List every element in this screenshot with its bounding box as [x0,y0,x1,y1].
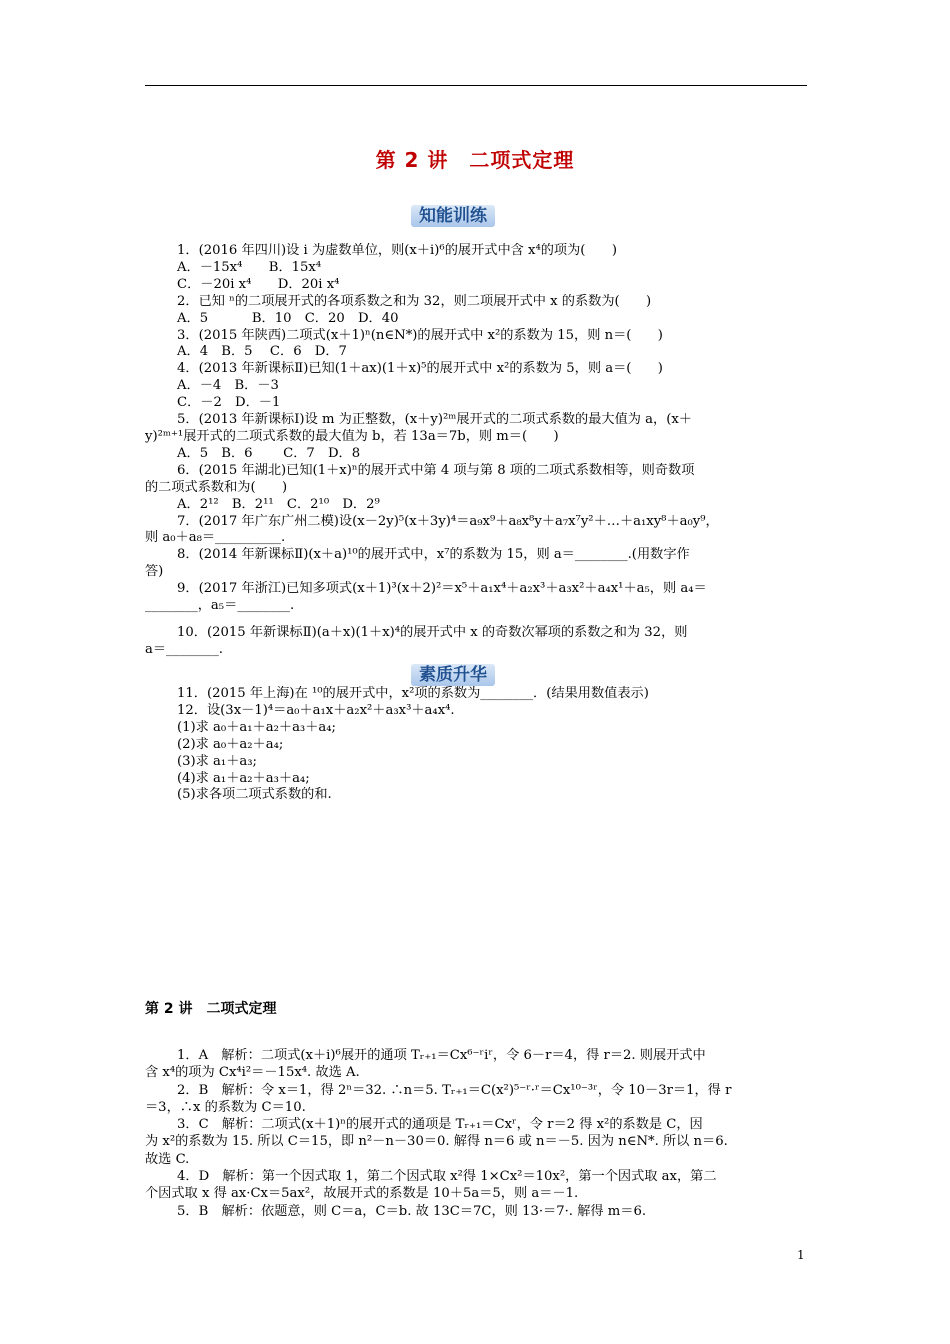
answer-line: ＝3，∴x 的系数为 C＝10. [145,1099,306,1115]
page-title: 第 2 讲 二项式定理 [375,148,575,172]
question-line: A．2¹² B．2¹¹ C．2¹⁰ D．2⁹ [177,496,380,512]
question-line: 3．(2015 年陕西)二项式(x＋1)ⁿ(n∈N*)的展开式中 x²的系数为 15，则 n＝( ) [177,327,663,343]
question-line: 则 a₀＋a₈＝__________. [145,530,286,546]
answer-line: 含 x⁴的项为 Cx⁴i²＝－15x⁴. 故选 A. [145,1065,360,1081]
question-line: C．－20i x⁴ D．20i x⁴ [177,276,340,292]
question-line: 1．(2016 年四川)设 i 为虚数单位，则(x＋i)⁶的展开式中含 x⁴的项为( ) [177,243,617,258]
question-line: 2．已知 ⁿ的二项展开式的各项系数之和为 32，则二项展开式中 x 的系数为( ) [177,293,652,309]
question-line: 11．(2015 年上海)在 ¹⁰的展开式中，x²项的系数为________．(结果用数值表示) [177,686,649,701]
question-line: A．4 B．5 C．6 D．7 [177,344,347,360]
question-line: (4)求 a₁＋a₂＋a₃＋a₄; [177,770,310,786]
answer-line: 个因式取 x 得 ax·Cx＝5ax²，故展开式的系数是 10＋5a＝5，则 a＝－1. [145,1186,579,1202]
answer-line: 故选 C. [145,1151,190,1167]
question-line: 答) [145,564,164,580]
question-line: 10．(2015 年新课标Ⅱ)(a＋x)(1＋x)⁴的展开式中 x 的奇数次幂项的系数之和为 32，则 [177,624,688,640]
section-training [145,243,807,659]
question-line: ________，a₅＝________. [145,598,295,614]
question-line: 7．(2017 年广东广州二模)设(x－2y)⁵(x＋3y)⁴＝a₉x⁹＋a₈x⁸y＋a₇x⁷y²＋…＋a₁xy⁸＋a₀y⁹， [177,513,719,529]
answer-line: 1．A 解析：二项式(x＋i)⁶展开的通项 Tᵣ₊₁＝Cx⁶⁻ʳiʳ，令 6－r＝4，得 r＝2. 则展开式中 [177,1048,706,1063]
question-line: 6．(2015 年湖北)已知(1＋x)ⁿ的展开式中第 4 项与第 8 项的二项式系数相等，则奇数项 [177,462,695,478]
section-banner-improvement: 素质升华 [411,664,495,686]
answer-line: 5．B 解析：依题意，则 C＝a，C＝b. 故 13C＝7C，则 13·＝7·. 解得 m＝6. [177,1203,647,1219]
spacer [145,615,807,625]
question-line: A．－15x⁴ B．15x⁴ [177,259,322,275]
section-improvement [145,686,807,804]
answer-line: 4．D 解析：第一个因式取 1，第二个因式取 x²得 1×Cx²＝10x²，第一个因式取 ax，第二 [177,1169,717,1185]
question-line: C．－2 D．－1 [177,395,281,411]
question-line: (2)求 a₀＋a₂＋a₄; [177,736,284,752]
question-line: 8．(2014 年新课标Ⅱ)(x＋a)¹⁰的展开式中，x⁷的系数为 15，则 a＝________.(用数字作 [177,547,690,563]
question-line: 4．(2013 年新课标Ⅱ)已知(1＋ax)(1＋x)⁵的展开式中 x²的系数为 5，则 a＝( ) [177,361,663,377]
question-line: (3)求 a₁＋a₃; [177,753,257,769]
question-line: (5)求各项二项式系数的和. [177,787,332,803]
page-number: 1 [797,1248,805,1262]
answers-section [145,1047,807,1220]
question-line: a＝________. [145,641,223,657]
question-line: y)²ᵐ⁺¹展开式的二项式系数的最大值为 b，若 13a＝7b，则 m＝( ) [145,428,559,444]
question-line: 12．设(3x－1)⁴＝a₀＋a₁x＋a₂x²＋a₃x³＋a₄x⁴. [177,702,455,718]
question-line: 5．(2013 年新课标Ⅰ)设 m 为正整数，(x＋y)²ᵐ展开式的二项式系数的最大值为 a，(x＋ [177,412,692,428]
header-rule [145,85,807,86]
question-line: A．－4 B．－3 [177,378,279,394]
section-banner-training: 知能训练 [411,205,495,227]
question-line: 9．(2017 年浙江)已知多项式(x＋1)³(x＋2)²＝x⁵＋a₁x⁴＋a₂x³＋a₃x²＋a₄x¹＋a₅，则 a₄＝ [177,581,707,597]
answer-line: 2．B 解析：令 x＝1，得 2ⁿ＝32. ∴n＝5. Tᵣ₊₁＝C(x²)⁵⁻ʳ·ʳ＝Cx¹⁰⁻³ʳ，令 10－3r＝1，得 r [177,1082,732,1098]
question-line: A．5 B．6 C．7 D．8 [177,445,361,461]
question-line: A．5 B．10 C．20 D．40 [177,310,399,326]
answer-line: 为 x²的系数为 15. 所以 C＝15，即 n²－n－30＝0. 解得 n＝6 或 n＝－5. 因为 n∈N*. 所以 n＝6. [145,1134,728,1150]
question-line: 的二项式系数和为( ) [145,479,288,495]
question-line: (1)求 a₀＋a₁＋a₂＋a₃＋a₄; [177,719,336,735]
answers-title: 第 2 讲 二项式定理 [145,1001,277,1017]
answer-line: 3．C 解析：二项式(x＋1)ⁿ的展开式的通项是 Tᵣ₊₁＝Cxʳ，令 r＝2 得 x²的系数是 C，因 [177,1117,703,1133]
